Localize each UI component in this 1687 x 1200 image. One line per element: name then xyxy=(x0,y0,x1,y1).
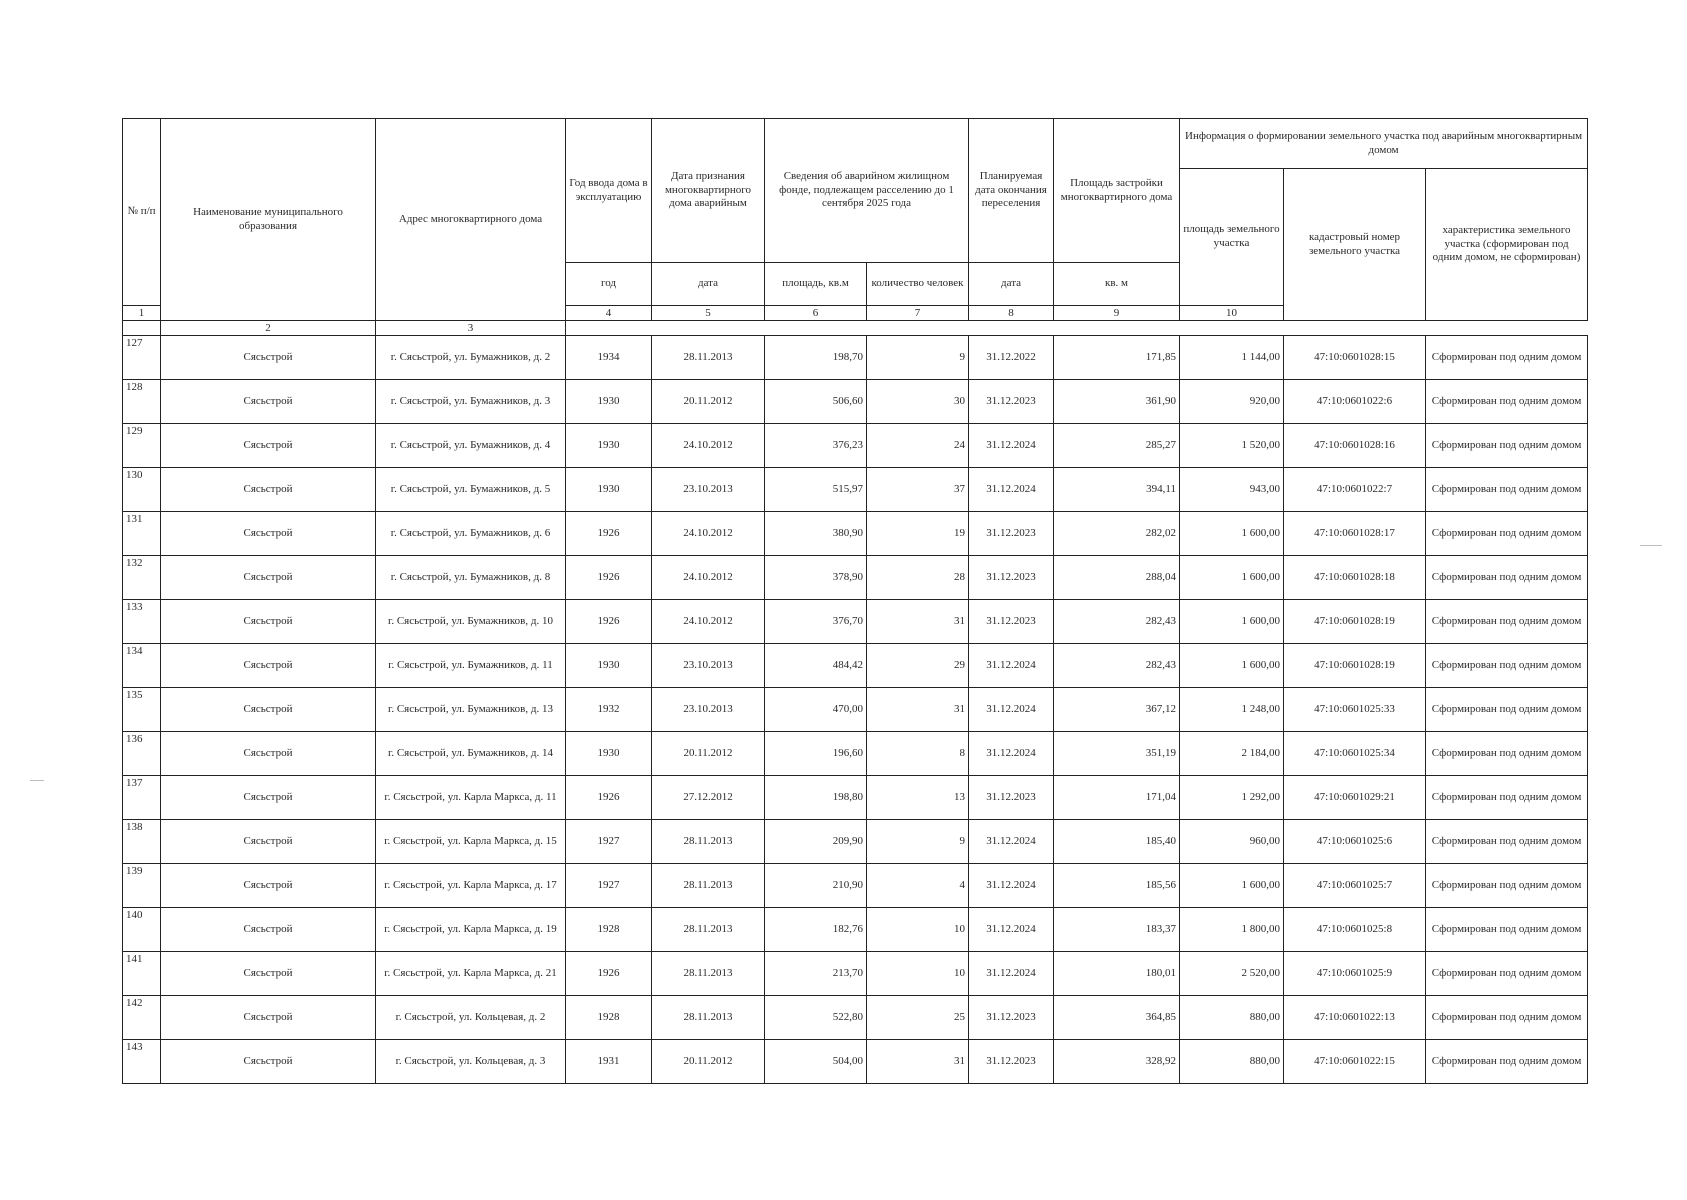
row-number: 130 xyxy=(123,468,161,512)
header-cadastral-number: кадастровый номер земельного участка xyxy=(1284,169,1426,321)
address-cell: г. Сясьстрой, ул. Карла Маркса, д. 19 xyxy=(376,908,566,952)
area-cell: 380,90 xyxy=(765,512,867,556)
land-characteristic-cell: Сформирован под одним домом xyxy=(1426,820,1588,864)
row-number: 136 xyxy=(123,732,161,776)
build-area-cell: 282,02 xyxy=(1054,512,1180,556)
column-number-row-tail xyxy=(123,321,1588,336)
table-row xyxy=(123,380,1588,424)
people-count-cell: 24 xyxy=(867,424,969,468)
planned-date-cell: 31.12.2022 xyxy=(969,336,1054,380)
cadastral-number-cell: 47:10:0601025:9 xyxy=(1284,952,1426,996)
recognition-date-cell: 28.11.2013 xyxy=(652,908,765,952)
column-number: 2 xyxy=(161,321,376,336)
area-cell: 210,90 xyxy=(765,864,867,908)
land-area-cell: 2 520,00 xyxy=(1180,952,1284,996)
land-characteristic-cell: Сформирован под одним домом xyxy=(1426,732,1588,776)
area-cell: 209,90 xyxy=(765,820,867,864)
build-area-cell: 367,12 xyxy=(1054,688,1180,732)
people-count-cell: 25 xyxy=(867,996,969,1040)
build-area-cell: 183,37 xyxy=(1054,908,1180,952)
header-year: Год ввода дома в эксплуатацию xyxy=(566,119,652,263)
address-cell: г. Сясьстрой, ул. Карла Маркса, д. 11 xyxy=(376,776,566,820)
column-number: 3 xyxy=(376,321,566,336)
column-number: 4 xyxy=(566,306,652,321)
area-cell: 470,00 xyxy=(765,688,867,732)
build-area-cell: 185,56 xyxy=(1054,864,1180,908)
land-characteristic-cell: Сформирован под одним домом xyxy=(1426,600,1588,644)
cadastral-number-cell: 47:10:0601025:8 xyxy=(1284,908,1426,952)
municipality-cell: Сясьстрой xyxy=(161,732,376,776)
land-characteristic-cell: Сформирован под одним домом xyxy=(1426,644,1588,688)
row-number: 142 xyxy=(123,996,161,1040)
municipality-cell: Сясьстрой xyxy=(161,908,376,952)
area-cell: 196,60 xyxy=(765,732,867,776)
build-area-cell: 180,01 xyxy=(1054,952,1180,996)
planned-date-cell: 31.12.2024 xyxy=(969,820,1054,864)
table-row xyxy=(123,512,1588,556)
planned-date-cell: 31.12.2024 xyxy=(969,424,1054,468)
land-area-cell: 880,00 xyxy=(1180,1040,1284,1084)
row-number: 132 xyxy=(123,556,161,600)
municipality-cell: Сясьстрой xyxy=(161,688,376,732)
scan-artifact-line xyxy=(1640,545,1662,546)
area-cell: 484,42 xyxy=(765,644,867,688)
planned-date-cell: 31.12.2023 xyxy=(969,512,1054,556)
area-cell: 515,97 xyxy=(765,468,867,512)
recognition-date-cell: 20.11.2012 xyxy=(652,1040,765,1084)
table-row xyxy=(123,644,1588,688)
year-cell: 1926 xyxy=(566,512,652,556)
people-count-cell: 37 xyxy=(867,468,969,512)
people-count-cell: 31 xyxy=(867,600,969,644)
land-characteristic-cell: Сформирован под одним домом xyxy=(1426,1040,1588,1084)
column-number: 9 xyxy=(1054,306,1180,321)
land-area-cell: 1 520,00 xyxy=(1180,424,1284,468)
area-cell: 506,60 xyxy=(765,380,867,424)
area-cell: 213,70 xyxy=(765,952,867,996)
column-number xyxy=(123,321,161,336)
build-area-cell: 328,92 xyxy=(1054,1040,1180,1084)
recognition-date-cell: 24.10.2012 xyxy=(652,600,765,644)
build-area-cell: 364,85 xyxy=(1054,996,1180,1040)
people-count-cell: 31 xyxy=(867,1040,969,1084)
municipality-cell: Сясьстрой xyxy=(161,820,376,864)
recognition-date-cell: 20.11.2012 xyxy=(652,380,765,424)
planned-date-cell: 31.12.2023 xyxy=(969,996,1054,1040)
land-characteristic-cell: Сформирован под одним домом xyxy=(1426,996,1588,1040)
row-number: 133 xyxy=(123,600,161,644)
land-area-cell: 960,00 xyxy=(1180,820,1284,864)
municipality-cell: Сясьстрой xyxy=(161,556,376,600)
year-cell: 1926 xyxy=(566,556,652,600)
land-area-cell: 1 144,00 xyxy=(1180,336,1284,380)
header-land-info: Информация о формировании земельного участка под аварийным многоквартирным домом xyxy=(1180,119,1588,169)
land-characteristic-cell: Сформирован под одним домом xyxy=(1426,424,1588,468)
year-cell: 1930 xyxy=(566,732,652,776)
cadastral-number-cell: 47:10:0601028:19 xyxy=(1284,600,1426,644)
people-count-cell: 19 xyxy=(867,512,969,556)
recognition-date-cell: 28.11.2013 xyxy=(652,820,765,864)
area-cell: 198,80 xyxy=(765,776,867,820)
land-area-cell: 1 800,00 xyxy=(1180,908,1284,952)
address-cell: г. Сясьстрой, ул. Бумажников, д. 5 xyxy=(376,468,566,512)
address-cell: г. Сясьстрой, ул. Бумажников, д. 4 xyxy=(376,424,566,468)
planned-date-cell: 31.12.2023 xyxy=(969,1040,1054,1084)
people-count-cell: 31 xyxy=(867,688,969,732)
address-cell: г. Сясьстрой, ул. Бумажников, д. 3 xyxy=(376,380,566,424)
land-area-cell: 1 600,00 xyxy=(1180,600,1284,644)
year-cell: 1927 xyxy=(566,864,652,908)
year-cell: 1928 xyxy=(566,996,652,1040)
land-area-cell: 1 292,00 xyxy=(1180,776,1284,820)
document-page xyxy=(122,118,1588,1084)
recognition-date-cell: 28.11.2013 xyxy=(652,336,765,380)
planned-date-cell: 31.12.2023 xyxy=(969,600,1054,644)
year-cell: 1931 xyxy=(566,1040,652,1084)
table-row xyxy=(123,864,1588,908)
build-area-cell: 351,19 xyxy=(1054,732,1180,776)
header-address: Адрес многоквартирного дома xyxy=(376,119,566,321)
column-number: 8 xyxy=(969,306,1054,321)
table-header xyxy=(123,119,1588,336)
area-cell: 182,76 xyxy=(765,908,867,952)
cadastral-number-cell: 47:10:0601028:16 xyxy=(1284,424,1426,468)
table-row xyxy=(123,600,1588,644)
table-body xyxy=(123,336,1588,1084)
header-land-characteristic: характеристика земельного участка (сформирован под одним домом, не сформирован) xyxy=(1426,169,1588,321)
unit-people: количество человек xyxy=(867,263,969,306)
people-count-cell: 4 xyxy=(867,864,969,908)
emergency-housing-table xyxy=(122,118,1588,1084)
municipality-cell: Сясьстрой xyxy=(161,380,376,424)
recognition-date-cell: 28.11.2013 xyxy=(652,952,765,996)
cadastral-number-cell: 47:10:0601022:15 xyxy=(1284,1040,1426,1084)
build-area-cell: 171,85 xyxy=(1054,336,1180,380)
address-cell: г. Сясьстрой, ул. Бумажников, д. 11 xyxy=(376,644,566,688)
build-area-cell: 361,90 xyxy=(1054,380,1180,424)
people-count-cell: 8 xyxy=(867,732,969,776)
row-number: 140 xyxy=(123,908,161,952)
land-characteristic-cell: Сформирован под одним домом xyxy=(1426,380,1588,424)
table-row xyxy=(123,468,1588,512)
year-cell: 1930 xyxy=(566,468,652,512)
planned-date-cell: 31.12.2024 xyxy=(969,732,1054,776)
recognition-date-cell: 23.10.2013 xyxy=(652,688,765,732)
year-cell: 1934 xyxy=(566,336,652,380)
land-characteristic-cell: Сформирован под одним домом xyxy=(1426,468,1588,512)
people-count-cell: 13 xyxy=(867,776,969,820)
table-row xyxy=(123,556,1588,600)
people-count-cell: 30 xyxy=(867,380,969,424)
table-row xyxy=(123,1040,1588,1084)
land-area-cell: 1 600,00 xyxy=(1180,512,1284,556)
row-number: 128 xyxy=(123,380,161,424)
header-build-area: Площадь застройки многоквартирного дома xyxy=(1054,119,1180,263)
planned-date-cell: 31.12.2024 xyxy=(969,864,1054,908)
row-number: 134 xyxy=(123,644,161,688)
address-cell: г. Сясьстрой, ул. Кольцевая, д. 3 xyxy=(376,1040,566,1084)
people-count-cell: 29 xyxy=(867,644,969,688)
planned-date-cell: 31.12.2023 xyxy=(969,556,1054,600)
municipality-cell: Сясьстрой xyxy=(161,776,376,820)
people-count-cell: 9 xyxy=(867,820,969,864)
area-cell: 522,80 xyxy=(765,996,867,1040)
recognition-date-cell: 28.11.2013 xyxy=(652,864,765,908)
header-municipality: Наименование муниципального образования xyxy=(161,119,376,321)
municipality-cell: Сясьстрой xyxy=(161,600,376,644)
row-number: 143 xyxy=(123,1040,161,1084)
land-characteristic-cell: Сформирован под одним домом xyxy=(1426,952,1588,996)
municipality-cell: Сясьстрой xyxy=(161,512,376,556)
build-area-cell: 185,40 xyxy=(1054,820,1180,864)
municipality-cell: Сясьстрой xyxy=(161,336,376,380)
cadastral-number-cell: 47:10:0601028:19 xyxy=(1284,644,1426,688)
cadastral-number-cell: 47:10:0601028:17 xyxy=(1284,512,1426,556)
header-emergency-fund: Сведения об аварийном жилищном фонде, подлежащем расселению до 1 сентября 2025 года xyxy=(765,119,969,263)
table-row xyxy=(123,820,1588,864)
land-area-cell: 1 600,00 xyxy=(1180,556,1284,600)
cadastral-number-cell: 47:10:0601028:18 xyxy=(1284,556,1426,600)
row-number: 129 xyxy=(123,424,161,468)
municipality-cell: Сясьстрой xyxy=(161,1040,376,1084)
row-number: 138 xyxy=(123,820,161,864)
build-area-cell: 282,43 xyxy=(1054,600,1180,644)
cadastral-number-cell: 47:10:0601028:15 xyxy=(1284,336,1426,380)
address-cell: г. Сясьстрой, ул. Карла Маркса, д. 17 xyxy=(376,864,566,908)
land-characteristic-cell: Сформирован под одним домом xyxy=(1426,556,1588,600)
header-number: № п/п xyxy=(123,119,161,306)
column-number: 5 xyxy=(652,306,765,321)
year-cell: 1930 xyxy=(566,424,652,468)
recognition-date-cell: 24.10.2012 xyxy=(652,424,765,468)
table-row xyxy=(123,996,1588,1040)
row-number: 135 xyxy=(123,688,161,732)
build-area-cell: 394,11 xyxy=(1054,468,1180,512)
column-number-filler xyxy=(566,321,1588,336)
column-number: 1 xyxy=(123,306,161,321)
year-cell: 1932 xyxy=(566,688,652,732)
planned-date-cell: 31.12.2024 xyxy=(969,644,1054,688)
address-cell: г. Сясьстрой, ул. Бумажников, д. 6 xyxy=(376,512,566,556)
unit-build-area: кв. м xyxy=(1054,263,1180,306)
cadastral-number-cell: 47:10:0601025:34 xyxy=(1284,732,1426,776)
address-cell: г. Сясьстрой, ул. Бумажников, д. 14 xyxy=(376,732,566,776)
land-area-cell: 920,00 xyxy=(1180,380,1284,424)
unit-area: площадь, кв.м xyxy=(765,263,867,306)
table-row xyxy=(123,688,1588,732)
year-cell: 1926 xyxy=(566,776,652,820)
area-cell: 376,70 xyxy=(765,600,867,644)
cadastral-number-cell: 47:10:0601025:7 xyxy=(1284,864,1426,908)
column-number: 6 xyxy=(765,306,867,321)
address-cell: г. Сясьстрой, ул. Карла Маркса, д. 21 xyxy=(376,952,566,996)
cadastral-number-cell: 47:10:0601025:33 xyxy=(1284,688,1426,732)
recognition-date-cell: 23.10.2013 xyxy=(652,644,765,688)
row-number: 127 xyxy=(123,336,161,380)
land-characteristic-cell: Сформирован под одним домом xyxy=(1426,908,1588,952)
row-number: 137 xyxy=(123,776,161,820)
people-count-cell: 10 xyxy=(867,908,969,952)
planned-date-cell: 31.12.2024 xyxy=(969,952,1054,996)
table-row xyxy=(123,952,1588,996)
table-row xyxy=(123,908,1588,952)
year-cell: 1930 xyxy=(566,644,652,688)
cadastral-number-cell: 47:10:0601022:6 xyxy=(1284,380,1426,424)
unit-year: год xyxy=(566,263,652,306)
row-number: 131 xyxy=(123,512,161,556)
header-land-area: площадь земельного участка xyxy=(1180,169,1284,306)
cadastral-number-cell: 47:10:0601025:6 xyxy=(1284,820,1426,864)
unit-date: дата xyxy=(652,263,765,306)
recognition-date-cell: 28.11.2013 xyxy=(652,996,765,1040)
year-cell: 1927 xyxy=(566,820,652,864)
build-area-cell: 171,04 xyxy=(1054,776,1180,820)
land-characteristic-cell: Сформирован под одним домом xyxy=(1426,512,1588,556)
address-cell: г. Сясьстрой, ул. Бумажников, д. 2 xyxy=(376,336,566,380)
cadastral-number-cell: 47:10:0601022:7 xyxy=(1284,468,1426,512)
people-count-cell: 9 xyxy=(867,336,969,380)
municipality-cell: Сясьстрой xyxy=(161,468,376,512)
municipality-cell: Сясьстрой xyxy=(161,996,376,1040)
column-number: 10 xyxy=(1180,306,1284,321)
header-recognition-date: Дата признания многоквартирного дома аварийным xyxy=(652,119,765,263)
land-characteristic-cell: Сформирован под одним домом xyxy=(1426,776,1588,820)
build-area-cell: 285,27 xyxy=(1054,424,1180,468)
address-cell: г. Сясьстрой, ул. Бумажников, д. 13 xyxy=(376,688,566,732)
land-area-cell: 880,00 xyxy=(1180,996,1284,1040)
table-row xyxy=(123,336,1588,380)
planned-date-cell: 31.12.2024 xyxy=(969,468,1054,512)
planned-date-cell: 31.12.2024 xyxy=(969,688,1054,732)
planned-date-cell: 31.12.2023 xyxy=(969,380,1054,424)
recognition-date-cell: 24.10.2012 xyxy=(652,512,765,556)
planned-date-cell: 31.12.2023 xyxy=(969,776,1054,820)
address-cell: г. Сясьстрой, ул. Карла Маркса, д. 15 xyxy=(376,820,566,864)
land-area-cell: 1 248,00 xyxy=(1180,688,1284,732)
year-cell: 1928 xyxy=(566,908,652,952)
scan-artifact-line xyxy=(30,780,44,781)
row-number: 141 xyxy=(123,952,161,996)
cadastral-number-cell: 47:10:0601022:13 xyxy=(1284,996,1426,1040)
land-area-cell: 1 600,00 xyxy=(1180,644,1284,688)
people-count-cell: 28 xyxy=(867,556,969,600)
recognition-date-cell: 20.11.2012 xyxy=(652,732,765,776)
column-number: 7 xyxy=(867,306,969,321)
municipality-cell: Сясьстрой xyxy=(161,952,376,996)
unit-plan-date: дата xyxy=(969,263,1054,306)
area-cell: 376,23 xyxy=(765,424,867,468)
header-planned-date: Планируемая дата окончания переселения xyxy=(969,119,1054,263)
land-area-cell: 943,00 xyxy=(1180,468,1284,512)
table-row xyxy=(123,424,1588,468)
planned-date-cell: 31.12.2024 xyxy=(969,908,1054,952)
land-area-cell: 2 184,00 xyxy=(1180,732,1284,776)
municipality-cell: Сясьстрой xyxy=(161,424,376,468)
land-characteristic-cell: Сформирован под одним домом xyxy=(1426,864,1588,908)
year-cell: 1930 xyxy=(566,380,652,424)
table-row xyxy=(123,732,1588,776)
year-cell: 1926 xyxy=(566,600,652,644)
municipality-cell: Сясьстрой xyxy=(161,864,376,908)
recognition-date-cell: 27.12.2012 xyxy=(652,776,765,820)
area-cell: 378,90 xyxy=(765,556,867,600)
address-cell: г. Сясьстрой, ул. Бумажников, д. 10 xyxy=(376,600,566,644)
municipality-cell: Сясьстрой xyxy=(161,644,376,688)
address-cell: г. Сясьстрой, ул. Бумажников, д. 8 xyxy=(376,556,566,600)
recognition-date-cell: 23.10.2013 xyxy=(652,468,765,512)
year-cell: 1926 xyxy=(566,952,652,996)
table-row xyxy=(123,776,1588,820)
area-cell: 504,00 xyxy=(765,1040,867,1084)
land-characteristic-cell: Сформирован под одним домом xyxy=(1426,336,1588,380)
recognition-date-cell: 24.10.2012 xyxy=(652,556,765,600)
build-area-cell: 288,04 xyxy=(1054,556,1180,600)
area-cell: 198,70 xyxy=(765,336,867,380)
address-cell: г. Сясьстрой, ул. Кольцевая, д. 2 xyxy=(376,996,566,1040)
build-area-cell: 282,43 xyxy=(1054,644,1180,688)
cadastral-number-cell: 47:10:0601029:21 xyxy=(1284,776,1426,820)
row-number: 139 xyxy=(123,864,161,908)
land-area-cell: 1 600,00 xyxy=(1180,864,1284,908)
people-count-cell: 10 xyxy=(867,952,969,996)
land-characteristic-cell: Сформирован под одним домом xyxy=(1426,688,1588,732)
